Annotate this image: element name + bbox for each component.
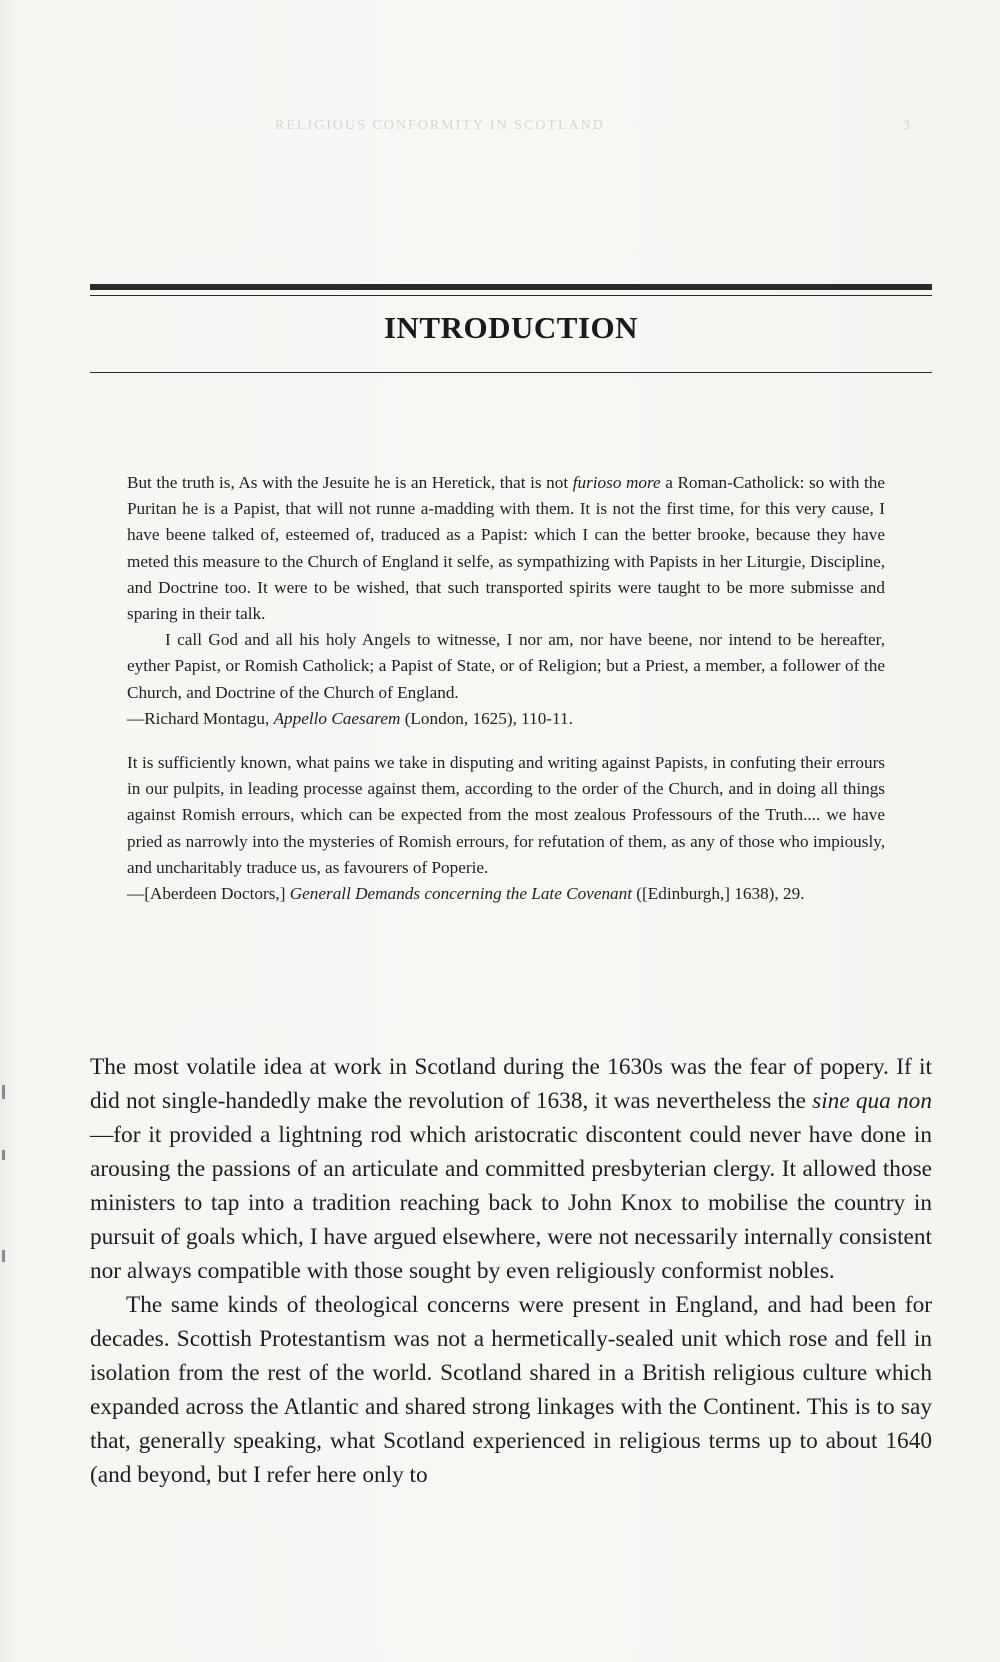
text-run: —Richard Montagu, [127,708,274,728]
title-rule-thick [90,284,932,290]
bleed-through-running-head [275,118,935,134]
epigraph [127,750,885,907]
title-rule-thin-lower [90,372,932,373]
body-paragraph [90,1050,932,1288]
text-run: —[Aberdeen Doctors,] [127,884,290,904]
epigraph-attribution [127,706,885,732]
epigraph-paragraph [127,750,885,881]
margin-binding-mark [2,1085,5,1099]
epigraph [127,470,885,732]
epigraph-section [127,470,885,907]
italic-text: Generall Demands concerning the Late Covenant [289,884,632,904]
text-run: a Roman-Catholick: so with the Puritan he is a Papist, that will not runne a-madding with them. It is not the first time, for this very cause, I have beene talked of, esteemed of, traduced as a Papist: which I can the better brooke, because they have meted this measure to the Church of England it selfe, as sympathizing with Papists in her Liturgie, Discipline, and Doctrine too. It were to be wished, that such transported spirits were taught to be more submisse and sparing in their talk. [127,473,885,624]
epigraph-attribution [127,881,885,907]
text-run: I call God and all his holy Angels to witnesse, I nor am, nor have beene, nor intend to be hereafter, eyther Papist, or Romish Catholick; a Papist of State, or of Religion; but a Priest, a member, a follower of the Church, and Doctrine of the Church of England. [127,630,885,702]
running-head-text: RELIGIOUS CONFORMITY IN SCOTLAND [275,118,605,133]
text-run: (London, 1625), 110-11. [400,708,573,728]
text-run: The most volatile idea at work in Scotland during the 1630s was the fear of popery. If it did not single-handedly make the revolution of 1638, it was nevertheless the [90,1054,932,1114]
italic-text: furioso more [572,473,661,492]
title-rule-thin-upper [90,295,932,296]
italic-text: sine qua non [812,1088,932,1114]
folio-number: 3 [903,118,912,133]
text-run: ([Edinburgh,] 1638), 29. [632,884,805,904]
chapter-title: INTRODUCTION [383,310,639,345]
text-run: —for it provided a lightning rod which aristocratic discontent could never have done in arousing the passions of an articulate and committed presbyterian clergy. It allowed those ministers to tap into a tradition reaching back to John Knox to mobilise the country in pursuit of goals which, I have argued elsewhere, were not necessarily internally consistent nor always compatible with those sought by even religiously conformist nobles. [90,1122,932,1284]
body-text [90,1050,932,1492]
margin-binding-mark [2,1250,5,1262]
epigraph-paragraph [127,627,885,706]
text-run: The same kinds of theological concerns were present in England, and had been for decades. Scottish Protestantism was not a hermetically-sealed unit which rose and fell in isolation from the rest of the world. Scotland shared in a British religious culture which expanded across the Atlantic and shared strong linkages with the Continent. This is to say that, generally speaking, what Scotland experienced in religious terms up to about 1640 (and beyond, but I refer here only to [90,1292,932,1488]
margin-binding-mark [2,1150,5,1160]
body-paragraph [90,1288,932,1492]
italic-text: Appello Caesarem [273,708,401,728]
epigraph-paragraph [127,470,885,627]
text-run: But the truth is, As with the Jesuite he is an Heretick, that is not [127,473,573,492]
text-run: It is sufficiently known, what pains we take in disputing and writing against Papists, in confuting their errours in our pulpits, in leading processe against them, according to the order of the Church, and in doing all things against Romish errours, which can be expected from the most zealous Professours of the Truth.... we have pried as narrowly into the mysteries of Romish errours, for refutation of them, as any of those who impiously, and uncharitably traduce us, as favourers of Poperie. [127,753,885,877]
